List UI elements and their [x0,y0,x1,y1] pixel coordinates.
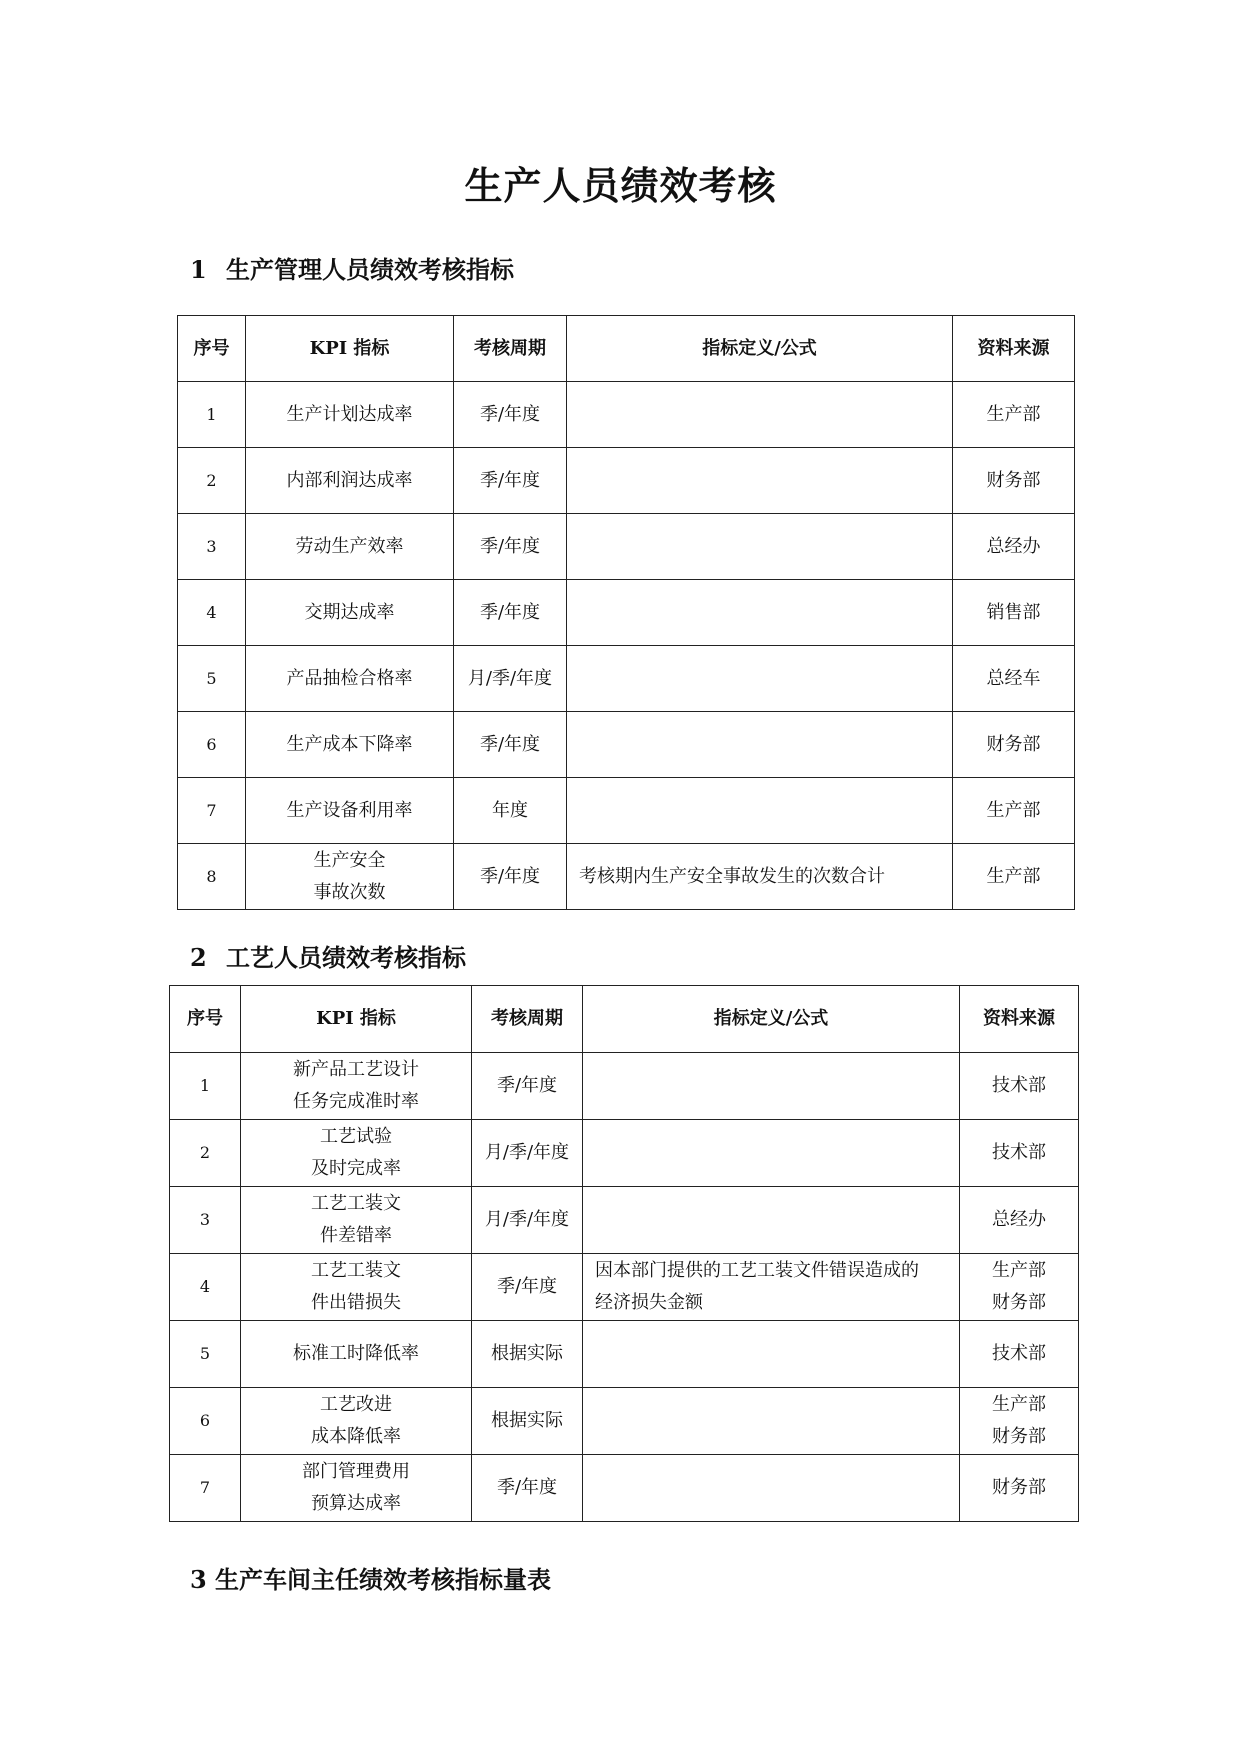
table-row [178,778,1075,844]
cell-source [960,1053,1079,1120]
cell-kpi-line: 生产成本下降率 [286,733,413,755]
cell-source [953,712,1075,778]
cell-kpi-line: 生产设备利用率 [286,799,413,821]
col-header-index: 序号 [170,986,241,1053]
cell-source [960,1388,1079,1455]
cell-period: 季/年度 [454,580,567,646]
cell-kpi-line: 产品抽检合格率 [286,667,413,689]
cell-index: 2 [170,1120,241,1187]
cell-source [960,1120,1079,1187]
cell-source-line: 财务部 [986,469,1041,491]
table-row [178,448,1075,514]
cell-kpi-line: 生产计划达成率 [286,403,413,425]
cell-source-line: 技术部 [992,1343,1046,1364]
cell-source [953,514,1075,580]
section-1-number: 1 [190,255,207,284]
cell-kpi [241,1321,472,1388]
cell-kpi [246,580,454,646]
section-3-heading: 3 生产车间主任绩效考核指标量表 [190,1565,552,1594]
cell-kpi [241,1254,472,1321]
cell-kpi-line: 及时完成率 [311,1158,401,1179]
cell-definition [583,1120,960,1187]
cell-period: 季/年度 [454,382,567,448]
section-2-title: 工艺人员绩效考核指标 [226,943,466,972]
cell-index: 2 [178,448,246,514]
cell-index: 5 [178,646,246,712]
cell-period: 月/季/年度 [472,1187,583,1254]
cell-kpi [246,382,454,448]
cell-source [953,778,1075,844]
cell-kpi [241,1455,472,1522]
cell-kpi-line: 交期达成率 [304,601,395,623]
cell-kpi-line: 任务完成准时率 [293,1091,419,1112]
col-header-definition: 指标定义/公式 [567,316,953,382]
cell-kpi [241,1120,472,1187]
cell-source-line: 总经车 [986,667,1041,689]
cell-definition [583,1187,960,1254]
cell-index: 6 [178,712,246,778]
cell-kpi-line: 事故次数 [313,881,386,903]
cell-period: 季/年度 [454,448,567,514]
cell-index: 7 [178,778,246,844]
table-row [170,1120,1079,1187]
cell-source-line: 财务部 [992,1292,1046,1313]
table-row [178,382,1075,448]
cell-kpi [246,646,454,712]
cell-kpi [241,1388,472,1455]
cell-definition [583,1455,960,1522]
section-2-heading [190,938,466,973]
cell-source-line: 财务部 [986,733,1041,755]
cell-definition-line: 因本部门提供的工艺工装文件错误造成的 [595,1260,919,1281]
table-row [178,514,1075,580]
table-row [178,712,1075,778]
cell-index: 8 [178,844,246,910]
cell-source [953,382,1075,448]
cell-source [953,844,1075,910]
cell-source [953,580,1075,646]
table-header-row [170,986,1079,1053]
table-row [170,1455,1079,1522]
col-header-period: 考核周期 [454,316,567,382]
cell-kpi-line: 部门管理费用 [302,1461,410,1482]
cell-kpi-line: 工艺工装文 [311,1260,401,1281]
cell-kpi-line: 工艺试验 [320,1126,392,1147]
cell-source-line: 生产部 [986,403,1041,425]
cell-source-line: 财务部 [992,1426,1046,1447]
cell-definition-line: 经济损失金额 [595,1292,703,1313]
cell-period: 季/年度 [472,1053,583,1120]
cell-kpi-line: 工艺改进 [320,1394,392,1415]
cell-index: 6 [170,1388,241,1455]
cell-period: 月/季/年度 [454,646,567,712]
cell-definition [583,1254,960,1321]
cell-source-line: 技术部 [992,1142,1046,1163]
col-header-index: 序号 [178,316,246,382]
cell-period: 季/年度 [454,712,567,778]
cell-source-line: 技术部 [992,1075,1046,1096]
table-row [170,1254,1079,1321]
cell-definition-line: 考核期内生产安全事故发生的次数合计 [579,865,885,887]
cell-source-line: 销售部 [986,601,1041,623]
cell-source-line: 总经办 [992,1209,1046,1230]
section-1-heading [190,250,514,285]
cell-period: 根据实际 [472,1321,583,1388]
cell-index: 3 [178,514,246,580]
cell-kpi-line: 标准工时降低率 [293,1343,419,1364]
cell-kpi [246,712,454,778]
col-header-kpi: KPI 指标 [241,986,472,1053]
cell-index: 5 [170,1321,241,1388]
cell-source-line: 生产部 [992,1260,1046,1281]
cell-kpi-line: 劳动生产效率 [295,535,404,557]
cell-source [960,1321,1079,1388]
table-header-row [178,316,1075,382]
section-1-title: 生产管理人员绩效考核指标 [226,255,514,284]
cell-definition [567,712,953,778]
cell-source-line: 生产部 [986,865,1041,887]
cell-period: 季/年度 [454,844,567,910]
cell-kpi [241,1053,472,1120]
table-row [178,646,1075,712]
cell-definition [567,844,953,910]
table-row [170,1388,1079,1455]
col-header-period: 考核周期 [472,986,583,1053]
section-2-number: 2 [190,943,207,972]
cell-kpi-line: 件差错率 [320,1225,392,1246]
cell-kpi-line: 工艺工装文 [311,1193,401,1214]
cell-source [953,448,1075,514]
page-title: 生产人员绩效考核 [464,163,777,208]
cell-definition [567,580,953,646]
cell-source [960,1455,1079,1522]
cell-definition [583,1388,960,1455]
cell-period: 季/年度 [472,1455,583,1522]
cell-index: 4 [178,580,246,646]
cell-index: 1 [170,1053,241,1120]
cell-definition [567,382,953,448]
cell-index: 7 [170,1455,241,1522]
table-row [178,844,1075,910]
col-header-definition: 指标定义/公式 [583,986,960,1053]
cell-kpi-line: 成本降低率 [311,1426,401,1447]
cell-index: 4 [170,1254,241,1321]
col-header-source: 资料来源 [960,986,1079,1053]
cell-kpi-line: 内部利润达成率 [286,469,413,491]
cell-period: 季/年度 [454,514,567,580]
cell-source-line: 生产部 [992,1394,1046,1415]
cell-definition [583,1321,960,1388]
cell-source [960,1187,1079,1254]
cell-kpi [241,1187,472,1254]
cell-source-line: 总经办 [986,535,1041,557]
table-row [170,1053,1079,1120]
cell-period: 年度 [454,778,567,844]
table-row [178,580,1075,646]
cell-source-line: 生产部 [986,799,1041,821]
cell-kpi [246,778,454,844]
cell-period: 季/年度 [472,1254,583,1321]
cell-definition [583,1053,960,1120]
kpi-table-production-management [177,315,1075,910]
cell-index: 3 [170,1187,241,1254]
cell-definition [567,448,953,514]
cell-kpi [246,844,454,910]
kpi-table-process-staff [169,985,1079,1522]
cell-source-line: 财务部 [992,1477,1046,1498]
cell-kpi-line: 件出错损失 [311,1292,401,1313]
cell-definition [567,778,953,844]
cell-index: 1 [178,382,246,448]
cell-definition [567,646,953,712]
cell-definition [567,514,953,580]
cell-period: 月/季/年度 [472,1120,583,1187]
cell-kpi-line: 生产安全 [313,849,386,871]
table-row [170,1321,1079,1388]
cell-kpi-line: 新产品工艺设计 [293,1059,419,1080]
cell-kpi [246,448,454,514]
cell-period: 根据实际 [472,1388,583,1455]
cell-kpi [246,514,454,580]
col-header-kpi: KPI 指标 [246,316,454,382]
cell-source [960,1254,1079,1321]
table-row [170,1187,1079,1254]
col-header-source: 资料来源 [953,316,1075,382]
cell-kpi-line: 预算达成率 [311,1493,401,1514]
cell-source [953,646,1075,712]
